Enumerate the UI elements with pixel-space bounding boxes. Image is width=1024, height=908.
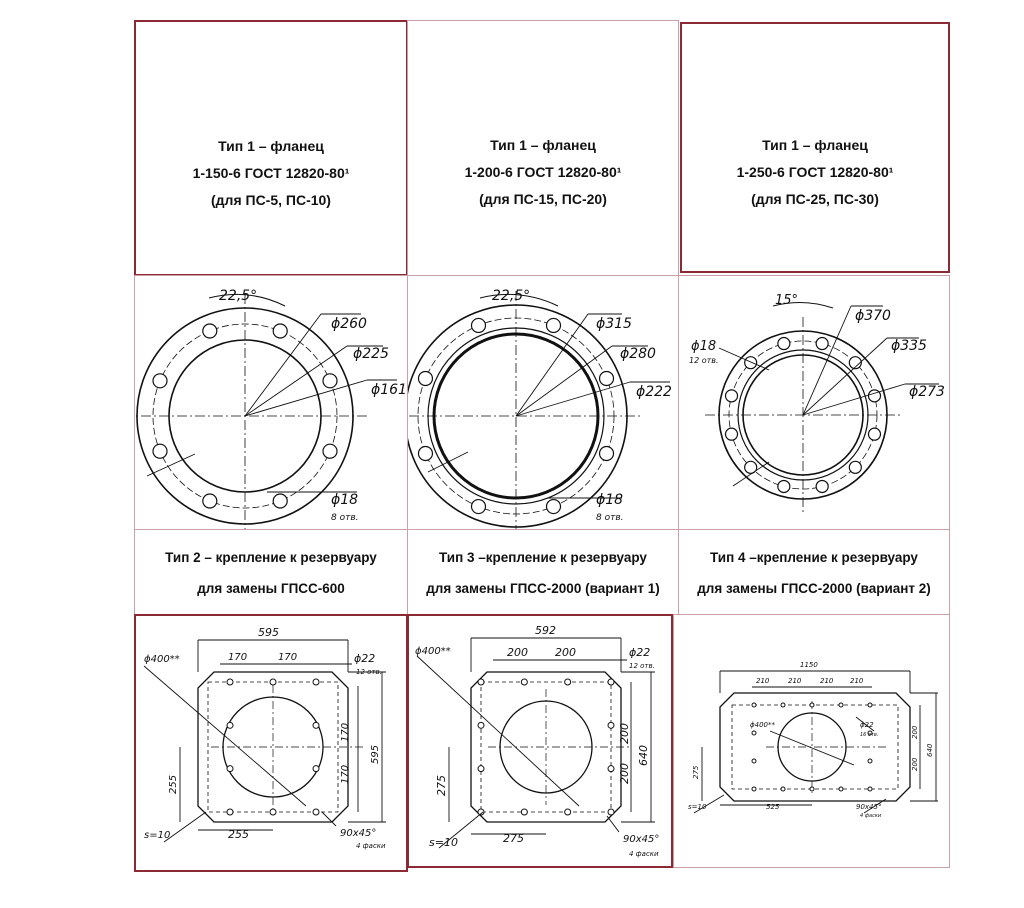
flange-hole-diameter-label: ϕ18 [331,492,359,508]
bolt-hole [752,787,756,791]
bolt-hole [810,703,814,707]
bolt-hole [227,679,233,685]
mount-caption-2 [408,542,678,604]
flange-bolt-circle-label: ϕ225 [353,346,389,362]
mount-drawing-cell-1 [134,614,408,872]
dimension-leader-line [803,306,851,415]
bolt-hole [816,338,828,350]
flange-hole-count-label: 8 отв. [331,513,359,523]
bolt-hole [273,494,287,508]
mount-height-label: 595 [370,744,381,764]
bolt-hole [227,809,233,815]
flange-bolt-circle-label: ϕ335 [891,338,927,354]
bolt-hole [868,428,880,440]
flange-outer-diameter-label: ϕ315 [596,316,632,332]
bolt-hole [752,703,756,707]
mount-width-label: 1150 [800,661,818,669]
flange-title-line: 1-250-6 ГОСТ 12820-80¹ [736,164,894,180]
mount-hole-diameter-label: ϕ22 [860,721,874,729]
bolt-hole [313,679,319,685]
flange-angle-label: 15° [775,293,799,308]
mount-circle-diameter-label: ϕ400** [144,654,180,665]
mount-spacing-label: 170 [228,652,248,663]
bolt-hole [471,318,485,332]
bolt-hole [781,787,785,791]
mount-vspacing-label: 170 [340,722,351,742]
flange-hole-diameter-label: ϕ18 [596,492,624,508]
bolt-hole [313,766,319,772]
flange-angle-label: 22,5° [492,288,531,304]
mount-thickness-label: s=10 [429,836,458,849]
mount-offset-horizontal-label: 525 [766,803,780,811]
mount-spacing-label: 210 [788,677,802,685]
mount-caption-cell-1 [134,529,408,615]
mount-vspacing-label: 200 [618,723,631,744]
bolt-hole [816,480,828,492]
flange-hole-count-label: 8 отв. [596,513,624,523]
flange-drawing-cell-3 [678,275,950,530]
bolt-hole [323,444,337,458]
flange-drawing-cell-2 [407,275,679,530]
mount-offset-horizontal-label: 255 [228,828,249,841]
flange-drawing-1 [135,276,407,529]
mount-width-label: 595 [258,626,279,639]
mount-height-label: 640 [926,743,934,757]
mount-caption-line: для замены ГПСС-600 [197,581,345,596]
bolt-hole [810,787,814,791]
dimension-leader-line [245,380,367,416]
mount-circle-diameter-label: ϕ400** [750,721,775,729]
bolt-hole [521,809,527,815]
bolt-hole [745,357,757,369]
flange-drawing-3 [679,276,949,529]
dimension-leader-line [803,338,887,415]
flange-title-3 [682,132,948,213]
flange-title-line: 1-150-6 ГОСТ 12820-80¹ [192,165,350,181]
flange-title-cell-1 [134,20,408,276]
bolt-hole [273,324,287,338]
bolt-hole [313,722,319,728]
flange-title-line: (для ПС-25, ПС-30) [751,191,879,207]
flange-drawing-2 [408,276,678,529]
bolt-hole [600,447,614,461]
mount-caption-cell-3 [678,529,950,615]
bolt-hole [600,371,614,385]
mount-caption-3 [679,542,949,604]
mount-drawing-2 [409,616,671,866]
mount-caption-cell-2 [407,529,679,615]
flange-inner-diameter-label: ϕ161 [371,382,407,398]
mount-spacing-label: 200 [555,646,576,659]
mount-chamfer-label: 90x45° [623,834,660,845]
bolt-hole [781,703,785,707]
bolt-hole [565,809,571,815]
bolt-hole [313,809,319,815]
mount-drawing-cell-3 [673,614,950,868]
bolt-hole [849,461,861,473]
dimension-line [322,812,336,826]
flange-title-line: (для ПС-5, ПС-10) [211,192,331,208]
mount-width-label: 592 [535,624,556,637]
mount-drawing-1 [136,616,406,870]
dimension-leader-line [803,384,905,415]
bolt-hole [418,447,432,461]
bolt-hole [839,703,843,707]
mount-offset-vertical-label: 275 [692,765,700,779]
mount-caption-line: Тип 3 –крепление к резервуару [439,550,647,565]
mount-thickness-label: s=10 [144,830,171,841]
mount-chamfer-label: 90x45° [856,803,882,811]
bolt-hole [608,679,614,685]
bolt-hole [203,494,217,508]
mount-vspacing-label: 200 [618,763,631,784]
flange-bolt-circle-label: ϕ280 [620,346,656,362]
bolt-hole [227,766,233,772]
bolt-hole [521,679,527,685]
bolt-hole [752,759,756,763]
flange-inner-diameter-label: ϕ222 [636,384,672,400]
mount-center-circle [500,701,592,793]
flange-title-2 [408,132,678,213]
flange-title-cell-2 [407,20,679,276]
flange-inner-diameter-label: ϕ273 [909,384,945,400]
mount-chamfer-count-label: 4 фаски [356,842,386,850]
flange-hole-diameter-label: ϕ18 [691,339,717,354]
mount-vspacing-label: 200 [911,725,919,739]
bolt-hole [868,787,872,791]
mount-spacing-label: 210 [756,677,770,685]
bolt-hole [153,444,167,458]
bolt-hole [478,722,484,728]
mount-caption-line: Тип 4 –крепление к резервуару [710,550,918,565]
mount-chamfer-label: 90x45° [340,828,377,839]
dimension-leader-line [719,348,769,370]
mount-caption-line: Тип 2 – крепление к резервуару [165,550,377,565]
bolt-hole [203,324,217,338]
bolt-hole [868,703,872,707]
bolt-hole [323,374,337,388]
bolt-hole [726,390,738,402]
mount-hole-count-label: 12 отв. [629,662,655,670]
bolt-hole [608,809,614,815]
bolt-hole [565,679,571,685]
flange-hole-count-label: 12 отв. [689,356,719,365]
mount-spacing-label: 200 [507,646,528,659]
mount-offset-horizontal-label: 275 [503,832,524,845]
flange-outer-diameter-label: ϕ260 [331,316,367,332]
mount-spacing-label: 170 [278,652,298,663]
flange-title-line: (для ПС-15, ПС-20) [479,191,607,207]
bolt-hole [778,480,790,492]
mount-caption-1 [135,542,407,604]
bolt-hole [608,766,614,772]
bolt-hole [778,338,790,350]
flange-title-1 [136,133,406,214]
mount-hole-count-label: 12 отв. [356,668,382,676]
bolt-hole [471,500,485,514]
mount-drawing-3 [674,615,949,867]
mount-height-label: 640 [637,745,650,766]
mount-hole-diameter-label: ϕ22 [354,652,376,665]
bolt-hole [418,371,432,385]
mount-circle-diameter-label: ϕ400** [415,646,451,657]
bolt-hole [839,787,843,791]
bolt-hole [608,722,614,728]
mount-offset-vertical-label: 255 [168,774,179,794]
mount-drawing-cell-2 [407,614,673,868]
mount-caption-line: для замены ГПСС-2000 (вариант 1) [426,581,660,596]
flange-angle-label: 22,5° [219,288,258,304]
dimension-line [607,816,619,832]
bolt-hole [868,759,872,763]
dimension-leader-line [428,452,468,472]
bolt-hole [547,318,561,332]
mount-hole-count-label: 16 отв. [860,732,879,738]
mount-thickness-label: s=10 [688,803,707,811]
mount-chamfer-count-label: 4 фаски [629,850,659,858]
bolt-hole [270,809,276,815]
bolt-hole [478,679,484,685]
mount-chamfer-count-label: 4 фаски [860,813,882,819]
bolt-hole [726,428,738,440]
flange-title-line: 1-200-6 ГОСТ 12820-80¹ [464,164,622,180]
bolt-hole [153,374,167,388]
flange-drawing-cell-1 [134,275,408,530]
bolt-hole [547,500,561,514]
mount-hole-diameter-label: ϕ22 [629,646,651,659]
mount-offset-vertical-label: 275 [435,775,448,796]
mount-vspacing-label: 170 [340,764,351,784]
flange-title-line: Тип 1 – фланец [490,137,596,153]
bolt-hole [478,766,484,772]
flange-title-cell-3 [680,22,950,273]
flange-outer-diameter-label: ϕ370 [855,308,891,324]
bolt-hole [227,722,233,728]
mount-spacing-label: 210 [820,677,834,685]
flange-title-line: Тип 1 – фланец [762,137,868,153]
flange-title-line: Тип 1 – фланец [218,138,324,154]
dimension-leader-line [516,382,630,416]
bolt-hole [752,731,756,735]
mount-vspacing-label: 200 [911,757,919,771]
bolt-hole [270,679,276,685]
mount-spacing-label: 210 [850,677,864,685]
mount-caption-line: для замены ГПСС-2000 (вариант 2) [697,581,931,596]
